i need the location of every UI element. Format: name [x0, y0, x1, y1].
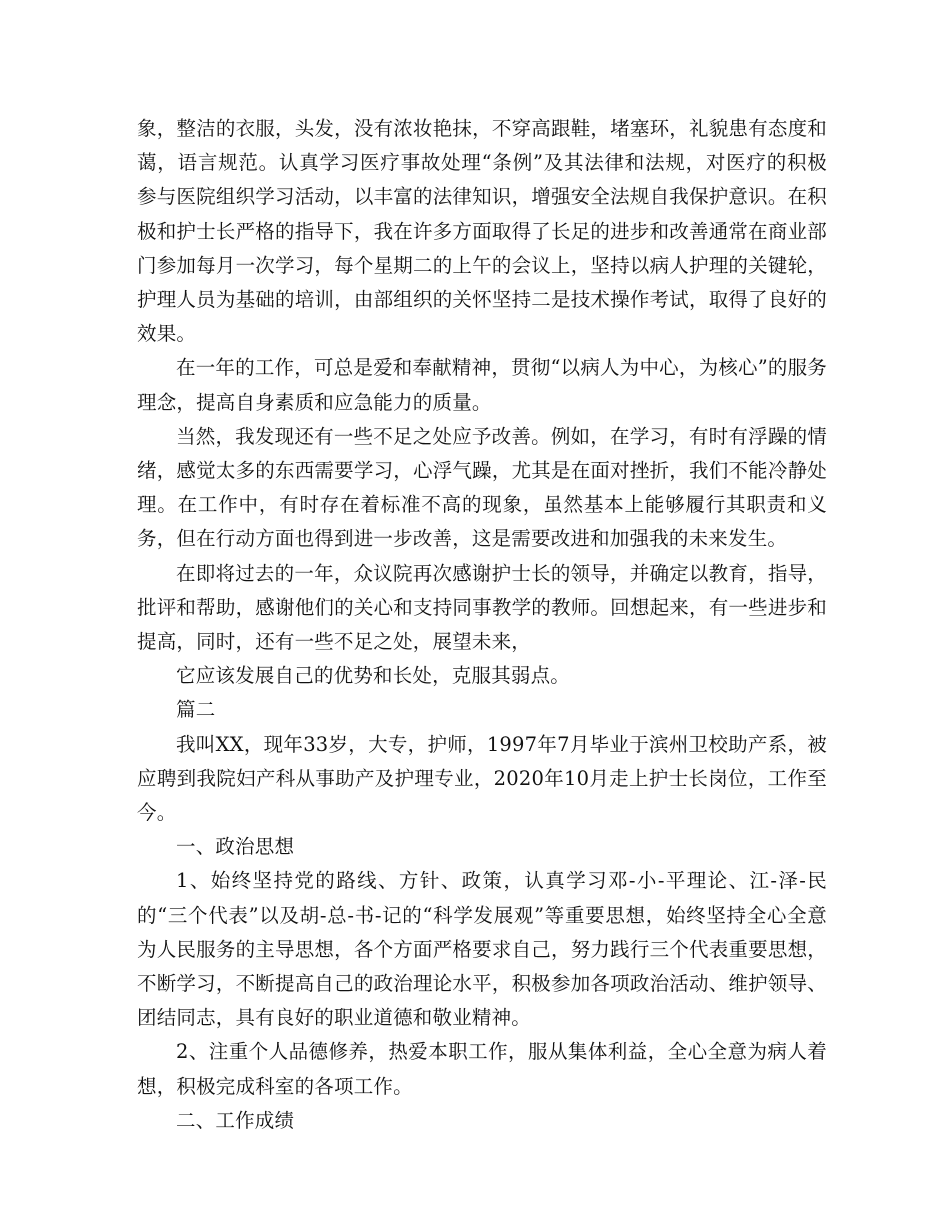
- paragraph-thanks: 在即将过去的一年，众议院再次感谢护士长的领导，并确定以教育，指导，批评和帮助，感谢他们的关心和支持同事教学的教师。回想起来，有一些进步和提高，同时，还有一些不足之处，展望未来，: [137, 561, 827, 654]
- list-item-2: 2、注重个人品德修养，热爱本职工作，服从集体利益，全心全意为病人着想，积极完成科室的各项工作。: [137, 1040, 827, 1098]
- paragraph-shortcomings: 当然，我发现还有一些不足之处应予改善。例如，在学习，有时有浮躁的情绪，感觉太多的东西需要学习，心浮气躁，尤其是在面对挫折，我们不能冷静处理。在工作中，有时存在着标准不高的现象，虽然基本上能够履行其职责和义务，但在行动方面也得到进一步改善，这是需要改进和加强我的未来发生。: [137, 424, 827, 551]
- paragraph-introduction: 我叫XX，现年33岁，大专，护师，1997年7月毕业于滨州卫校助产系，被应聘到我院妇产科从事助产及护理专业，2020年10月走上护士长岗位，工作至今。: [137, 732, 827, 825]
- paragraph-continuation: 象，整洁的衣服，头发，没有浓妆艳抹，不穿高跟鞋，堵塞环，礼貌患有态度和蔼，语言规范。认真学习医疗事故处理“条例”及其法律和法规，对医疗的积极参与医院组织学习活动，以丰富的法律知识，增强安全法规自我保护意识。在积极和护士长严格的指导下，我在许多方面取得了长足的进步和改善通常在商业部门参加每月一次学习，每个星期二的上午的会议上，坚持以病人护理的关键轮，护理人员为基础的培训，由部组织的关怀坚持二是技术操作考试，取得了良好的效果。: [137, 117, 827, 346]
- paragraph-strengths: 它应该发展自己的优势和长处，克服其弱点。: [176, 664, 571, 688]
- section-heading-part-two: 篇二: [176, 698, 216, 722]
- paragraph-service-philosophy: 在一年的工作，可总是爱和奉献精神，贯彻“以病人为中心，为核心”的服务理念，提高自身素质和应急能力的质量。: [137, 356, 827, 414]
- document-body: [137, 112, 827, 1138]
- list-item-1: 1、始终坚持党的路线、方针、政策，认真学习邓-小-平理论、江-泽-民的“三个代表”以及胡-总-书-记的“科学发展观”等重要思想，始终坚持全心全意为人民服务的主导思想，各个方面严格要求自己，努力践行三个代表重要思想，不断学习，不断提高自己的政治理论水平，积极参加各项政治活动、维护领导、团结同志，具有良好的职业道德和敬业精神。: [137, 869, 827, 1030]
- heading-work-achievements: 二、工作成绩: [176, 1108, 295, 1132]
- heading-political-thought: 一、政治思想: [176, 835, 295, 859]
